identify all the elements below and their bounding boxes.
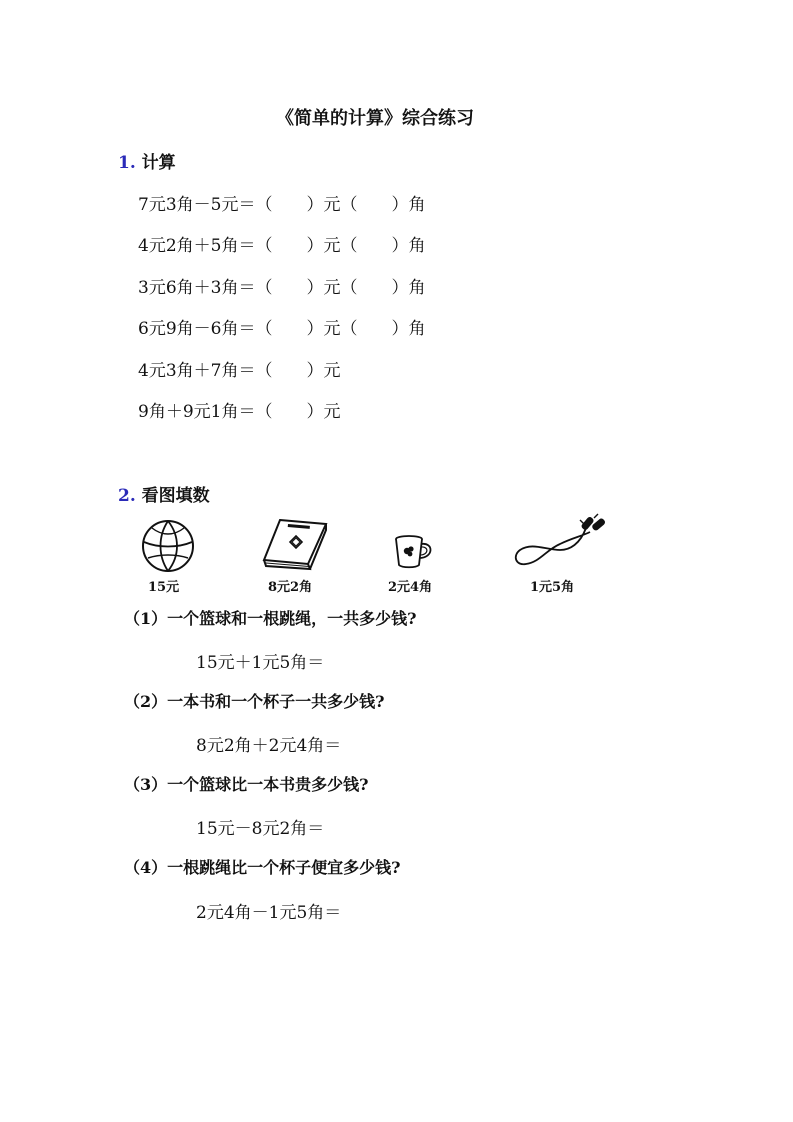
calc-line-1: 7元3角－5元＝（ ）元（ ）角 bbox=[138, 195, 426, 215]
section-2-title: 看图填数 bbox=[141, 486, 210, 506]
question-4: （4）一根跳绳比一个杯子便宜多少钱? bbox=[124, 858, 401, 877]
question-2-equation: 8元2角＋2元4角＝ bbox=[196, 736, 342, 756]
page-title: 《简单的计算》综合练习 bbox=[276, 108, 474, 129]
section-1-number: 1. bbox=[118, 153, 136, 173]
basketball-price: 15元 bbox=[148, 580, 180, 595]
calc-line-3: 3元6角＋3角＝（ ）元（ ）角 bbox=[138, 278, 426, 298]
question-2: （2）一本书和一个杯子一共多少钱? bbox=[124, 692, 385, 711]
calc-line-5: 4元3角＋7角＝（ ）元 bbox=[138, 361, 341, 381]
section-2-heading bbox=[118, 481, 210, 506]
basketball-icon bbox=[140, 518, 196, 574]
jump-rope-icon bbox=[510, 514, 606, 574]
cup-icon bbox=[394, 534, 436, 570]
calc-line-6: 9角＋9元1角＝（ ）元 bbox=[138, 402, 341, 422]
question-1-equation: 15元＋1元5角＝ bbox=[196, 653, 325, 673]
cup-price: 2元4角 bbox=[388, 580, 433, 595]
section-2-number: 2. bbox=[118, 486, 136, 506]
question-1: （1）一个篮球和一根跳绳，一共多少钱? bbox=[124, 609, 417, 628]
question-3: （3）一个篮球比一本书贵多少钱? bbox=[124, 775, 369, 794]
jump-rope-price: 1元5角 bbox=[530, 580, 575, 595]
question-3-equation: 15元－8元2角＝ bbox=[196, 819, 325, 839]
question-4-equation: 2元4角－1元5角＝ bbox=[196, 903, 342, 923]
book-icon bbox=[262, 518, 328, 570]
section-1-heading bbox=[118, 148, 176, 173]
calc-line-4: 6元9角－6角＝（ ）元（ ）角 bbox=[138, 319, 426, 339]
book-price: 8元2角 bbox=[268, 580, 313, 595]
calc-line-2: 4元2角＋5角＝（ ）元（ ）角 bbox=[138, 236, 426, 256]
section-1-title: 计算 bbox=[141, 153, 176, 173]
